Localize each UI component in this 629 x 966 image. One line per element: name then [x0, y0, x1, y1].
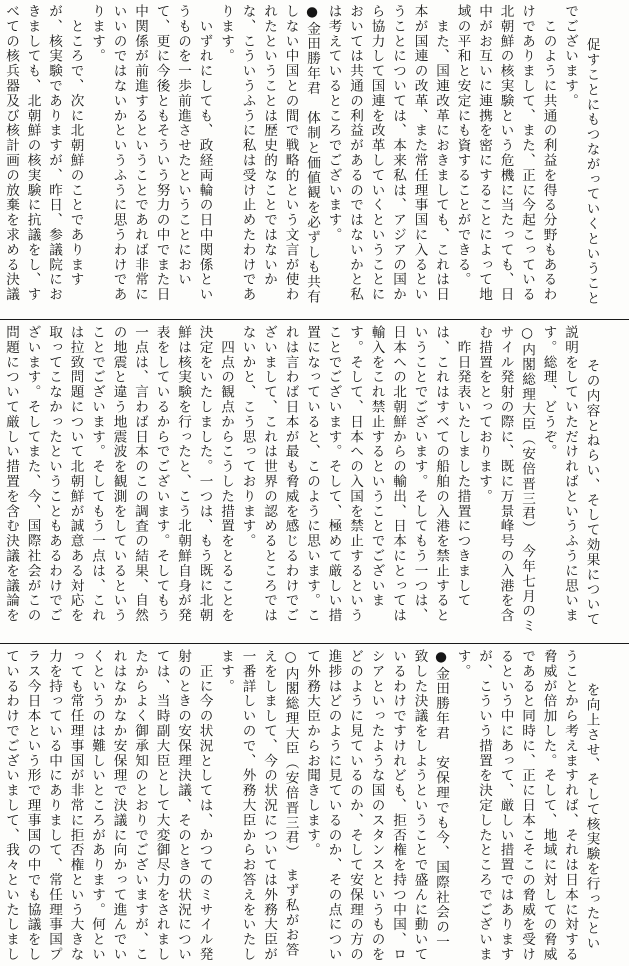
paragraph: 正に今の状況としては、かつてのミサイル発射のときの安保理決議、そのときの状況については、当時副大臣として大変御尽力をされましたからよく御承知のとおりでございますが、これはなかなか安保理で決議に向かって進んでいくというのは難しいところがあります。何といっても常任理事国が非常に拒否権という大きな力を持っている中にありまして、常任理事国プラス今日本という形で理事国の中でも協議をしているわけでございまして、我々といたしまし: [3, 649, 213, 962]
paragraph: ●金田勝年君 安保理でも今、国際社会の一致した決議をしようということで盛んに動いているわけですけれども、拒否権を持つ中国、ロシアといったような国のスタンスというものをどのように見ているのか、そして安保理の方の進捗はどのように見ているのか、その点について外務大臣からお聞きします。: [304, 649, 449, 962]
tier-bottom: [0, 645, 629, 966]
tier-top: [0, 0, 629, 318]
tier-top-text: [3, 4, 623, 314]
tier-divider: [0, 643, 629, 644]
paragraph: いずれにしても、政経両輪の日中関係というものを一歩前進させたということにおいて、更に今後ともそういう努力の中でまた日中関係が前進するということであれば非常にいいのではないかというふうに思うわけであります。: [89, 4, 213, 302]
paragraph: ●金田勝年君 体制と価値観を必ずしも共有しない中国との間で戦略的という文言が使われたということは歴史的なことではないかな、こういうふうに私は受け止めたわけであります。: [218, 4, 320, 305]
paragraph: を向上させ、そして核実験を行ったということから考えますれば、それは日本に対する脅威が倍加した。そして、地域に対しての脅威であると同時に、正に日本こそこの脅威を受けるという中にあって、厳しい措置ではありますが、こういう措置を決定したところでございます。: [454, 649, 600, 962]
tier-bottom-text: [3, 649, 623, 962]
paragraph: ところで、次に北朝鮮のことでありますが、核実験でありますが、昨日、参議院におきましても、北朝鮮の核実験に抗議をし、すべての核兵器及び核計画の放棄を求める決議: [3, 4, 84, 302]
paragraph: 昨日発表いたしました措置につきましては、これはすべての船舶の入港を禁止するということでございます。そしてもう一つは、日本への北朝鮮からの輸出、日本にとっては輸入をこれ禁止するということでございます。そして、日本への入国を禁止するということでございます。そして、極めて厳しい措置になっていると、このように思います。これは言わば日本が最も脅威を感じるわけでございまして、これは世界の認めるところではないかと、こう思っております。: [239, 325, 471, 623]
paragraph: ○内閣総理大臣（安倍晋三君） 今年七月のミサイル発射の際に、既に万景峰号の入港を含む措置をとっております。: [476, 325, 535, 634]
paragraph: このように共通の利益を得る分野もあるわけでありまして、また、正に今起こっている北朝鮮の核実験という危機に当たっても、日中がお互いに連携を密にすることによって地域の平和と安定にも資することができる。: [454, 4, 557, 302]
paragraph: その内容とねらい、そして効果について説明をしていただければというふうに思います。総理、どうぞ。: [540, 325, 600, 627]
paragraph: 促すことにもつながっていくということでございます。: [562, 4, 600, 306]
tier-middle: [0, 321, 629, 641]
paragraph: ○内閣総理大臣（安倍晋三君） まず私がお答えをしまして、今の状況については外務大臣が一番詳しいので、外務大臣からお答えをいたします。: [218, 649, 299, 962]
tier-divider: [0, 319, 629, 320]
tier-middle-text: [3, 325, 623, 637]
paragraph: また、国連改革におきましても、これは日本が国連の改革、また常任理事国に入るということについては、本来私は、アジアの国から協力して国連を改革していくということにおいては共通の利益があるのではないかと私は考えているところでございます。: [325, 4, 449, 302]
paragraph: 四点の観点からこうした措置をとることを決定をいたしました。一つは、もう既に北朝鮮は核実験を行ったと、こう北朝鮮自身が発表をしているからでございます。そしてもう一点は、言わば日本のこの調査の結果、自然の地震と違う地震波を観測をしているということでございます。そしてもう一点は、これは拉致問題について北朝鮮が誠意ある対応を取ってこなかったということもあるわけでございます。そしてまた、今、国際社会がこの問題について厳しい措置を含む決議を議論を: [3, 325, 234, 623]
